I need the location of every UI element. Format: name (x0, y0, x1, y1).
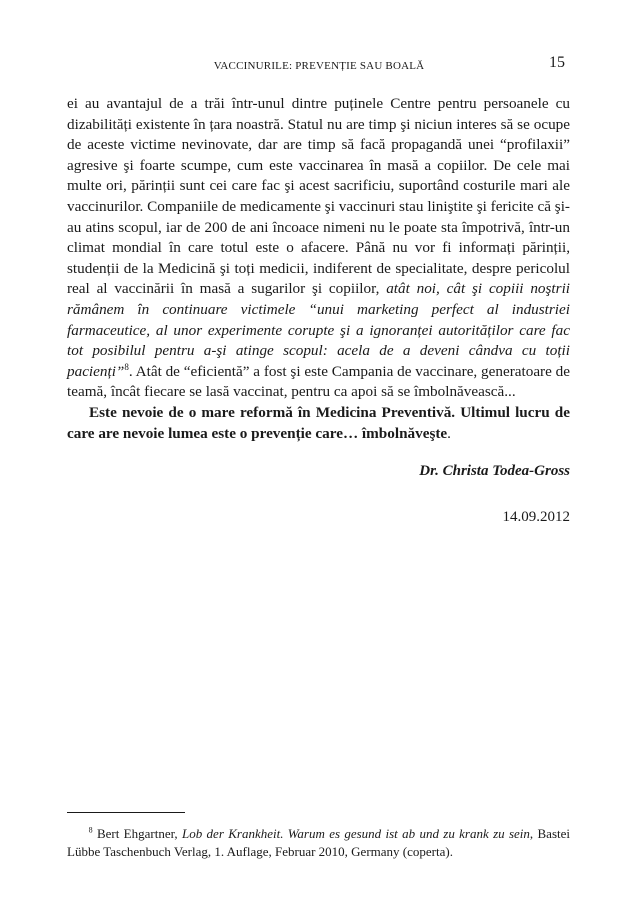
footnote-book-title: Lob der Krankheit. Warum es gesund ist ab und zu krank zu sein (182, 826, 530, 841)
footnote-marker: 8 (88, 825, 93, 835)
paragraph-2-bold: Este nevoie de o mare reformă în Medicina Preventivă. Ultimul lucru de care are nevoie lumea este o prevenție care… îmbolnăveşte (67, 403, 570, 442)
paragraph-1 (67, 94, 570, 403)
paragraph-2 (67, 403, 570, 444)
running-header: VACCINURILE: PREVENȚIE SAU BOALĂ (213, 60, 425, 72)
paragraph-2-end: . (447, 424, 451, 442)
footnote-publisher: , Bastei Lübbe Taschenbuch Verlag, 1. Auflage, Februar 2010, Germany (coperta). (67, 826, 570, 859)
footnote (67, 825, 570, 861)
author-signature: Dr. Christa Todea-Gross (419, 463, 570, 479)
footnote-author: Bert Ehgartner, (92, 826, 182, 841)
footnote-divider (67, 812, 185, 813)
paragraph-1-text: ei au avantajul de a trăi într-unul dintre puținele Centre pentru persoanele cu dizabilități existente în țara noastră. Statul nu are timp şi niciun interes să se ocupe de aceste victime nevinovate, dar are timp să facă propagandă unei “profilaxii” agresive şi foarte scumpe, cum este vaccinarea în masă a copiilor. De cele mai multe ori, părinții sunt cei care fac şi acest sacrificiu, suportând costurile mari ale vaccinurilor. Companiile de medicamente şi vaccinuri stau liniştite şi fericite că şi-au atins scopul, iar de 200 de ani încoace nimeni nu le poate sta împotrivă, într-un climat mondial în care totul este o afacere. Până nu vor fi informați părinții, studenții de la Medicină şi toți medicii, indiferent de specialitate, despre pericolul real al vaccinării în masă a sugarilor şi copiilor, (67, 95, 570, 298)
footnote-reference[interactable]: 8 (124, 361, 129, 372)
paragraph-1-end: . Atât de “eficientă” a fost şi este Campania de vaccinare, generatoare de teamă, încât fiecare se lasă vaccinat, pentru ca apoi să se îmbolnăvească... (67, 362, 570, 401)
page-number: 15 (549, 54, 565, 71)
date: 14.09.2012 (502, 509, 570, 525)
main-text (67, 94, 570, 444)
italic-quote: atât noi, cât şi copiii noştrii rămânem în continuare victimele “unui marketing perfect al industriei farmaceutice, al unor experimente corupte şi a ignoranței autorităților care fac tot posibilul pentru a-şi atinge scopul: acela de a deveni cândva cu toții pacienți” (67, 280, 571, 380)
